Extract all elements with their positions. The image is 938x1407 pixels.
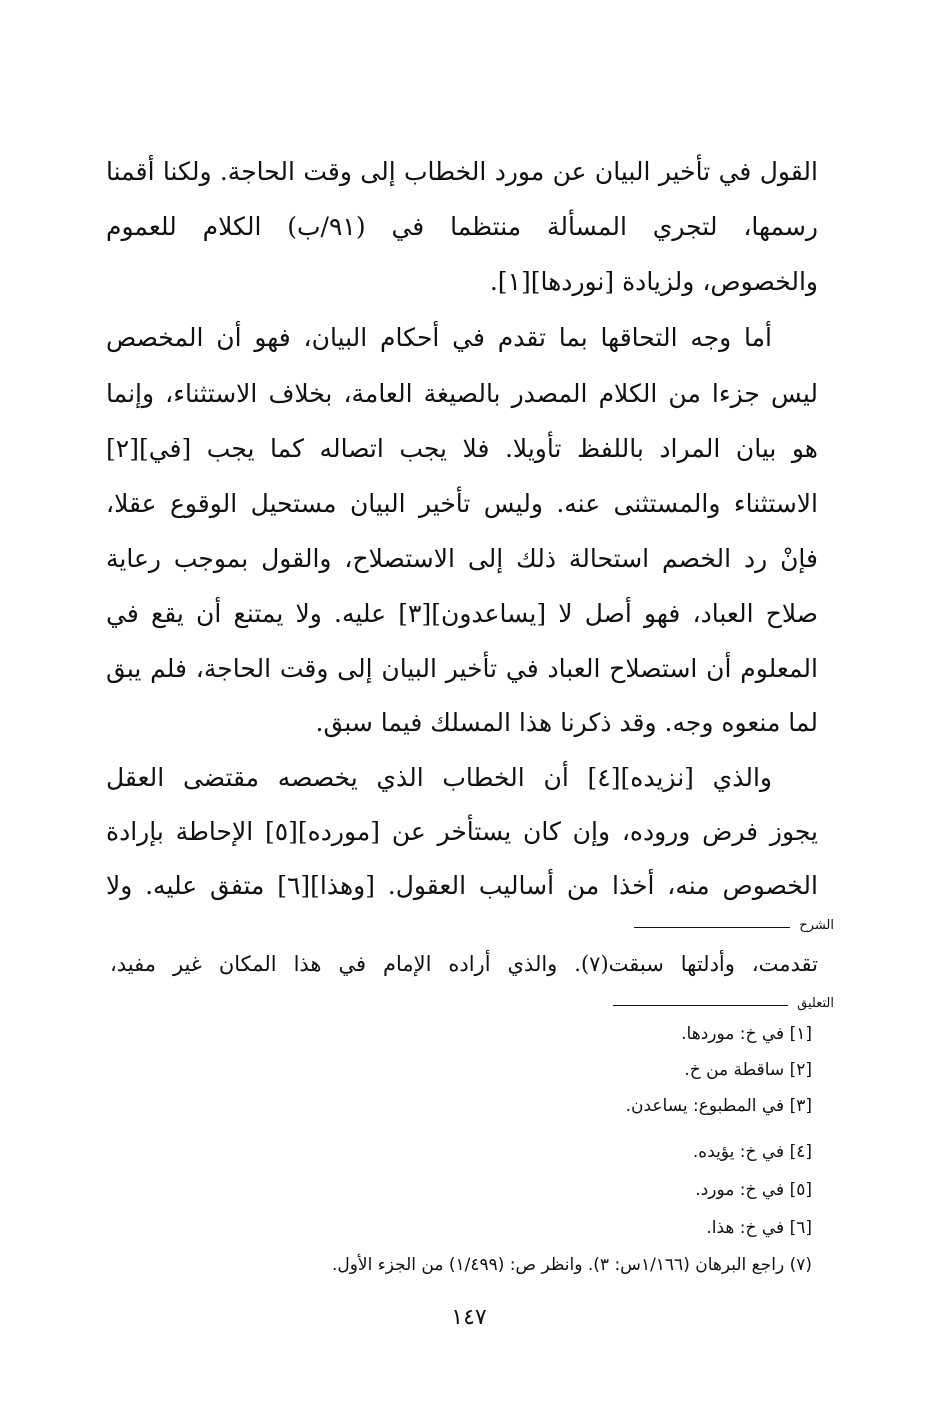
body-line-4: أما وجه التحاقها بما تقدم في أحكام البيان، فهو أن المخصص [106, 323, 772, 352]
body-line-5: ليس جزءا من الكلام المصدر بالصيغة العامة، بخلاف الاستثناء، وإنما [106, 379, 818, 408]
taliq-label: التعليق [797, 996, 834, 1011]
body-line-3: والخصوص، ولزيادة [نوردها][١]. [489, 267, 818, 296]
page-number: ١٤٧ [451, 1305, 487, 1330]
body-line-12: والذي [نزيده][٤] أن الخطاب الذي يخصصه مقتضى العقل [106, 763, 772, 792]
footnote-6: [٦] في خ: هذا. [706, 1218, 812, 1238]
body-line-7: الاستثناء والمستثنى عنه. وليس تأخير البيان مستحيل الوقوع عقلا، [106, 489, 818, 518]
sharh-separator [634, 927, 790, 928]
body-line-14: الخصوص منه، أخذا من أساليب العقول. [وهذا][٦] متفق عليه. ولا [106, 871, 818, 900]
body-line-1: القول في تأخير البيان عن مورد الخطاب إلى وقت الحاجة. ولكنا أقمنا [106, 157, 818, 186]
footnote-4: [٤] في خ: يؤيده. [692, 1142, 812, 1162]
footnote-7: (٧) راجع البرهان (١/١٦٦س: ٣). وانظر ص: (١/٤٩٩) من الجزء الأول. [331, 1255, 812, 1275]
body-line-8: فإنْ رد الخصم استحالة ذلك إلى الاستصلاح، والقول بموجب رعاية [106, 544, 818, 573]
body-line-2: رسمها، لتجري المسألة منتظما في (٩١/ب) الكلام للعموم [106, 212, 818, 241]
body-line-11: لما منعوه وجه. وقد ذكرنا هذا المسلك فيما سبق. [315, 708, 818, 737]
body-line-10: المعلوم أن استصلاح العباد في تأخير البيان إلى وقت الحاجة، فلم يبق [106, 654, 818, 683]
footnote-2: [٢] ساقطة من خ. [684, 1060, 812, 1080]
body-line-13: يجوز فرض وروده، وإن كان يستأخر عن [مورده][٥] الإحاطة بإرادة [106, 817, 818, 846]
body-line-6: هو بيان المراد باللفظ تأويلا. فلا يجب اتصاله كما يجب [في][٢] [106, 434, 818, 463]
body-line-9: صلاح العباد، فهو أصل لا [يساعدون][٣] عليه. ولا يمتنع أن يقع في [106, 599, 818, 628]
sharh-text: تقدمت، وأدلتها سبقت(٧). والذي أراده الإمام في هذا المكان غير مفيد، [110, 952, 818, 976]
sharh-label: الشرح [799, 918, 834, 933]
footnote-3: [٣] في المطبوع: يساعدن. [625, 1096, 812, 1116]
footnote-1: [١] في خ: موردها. [681, 1024, 812, 1044]
footnote-5: [٥] في خ: مورد. [695, 1180, 812, 1200]
taliq-separator [613, 1005, 788, 1006]
